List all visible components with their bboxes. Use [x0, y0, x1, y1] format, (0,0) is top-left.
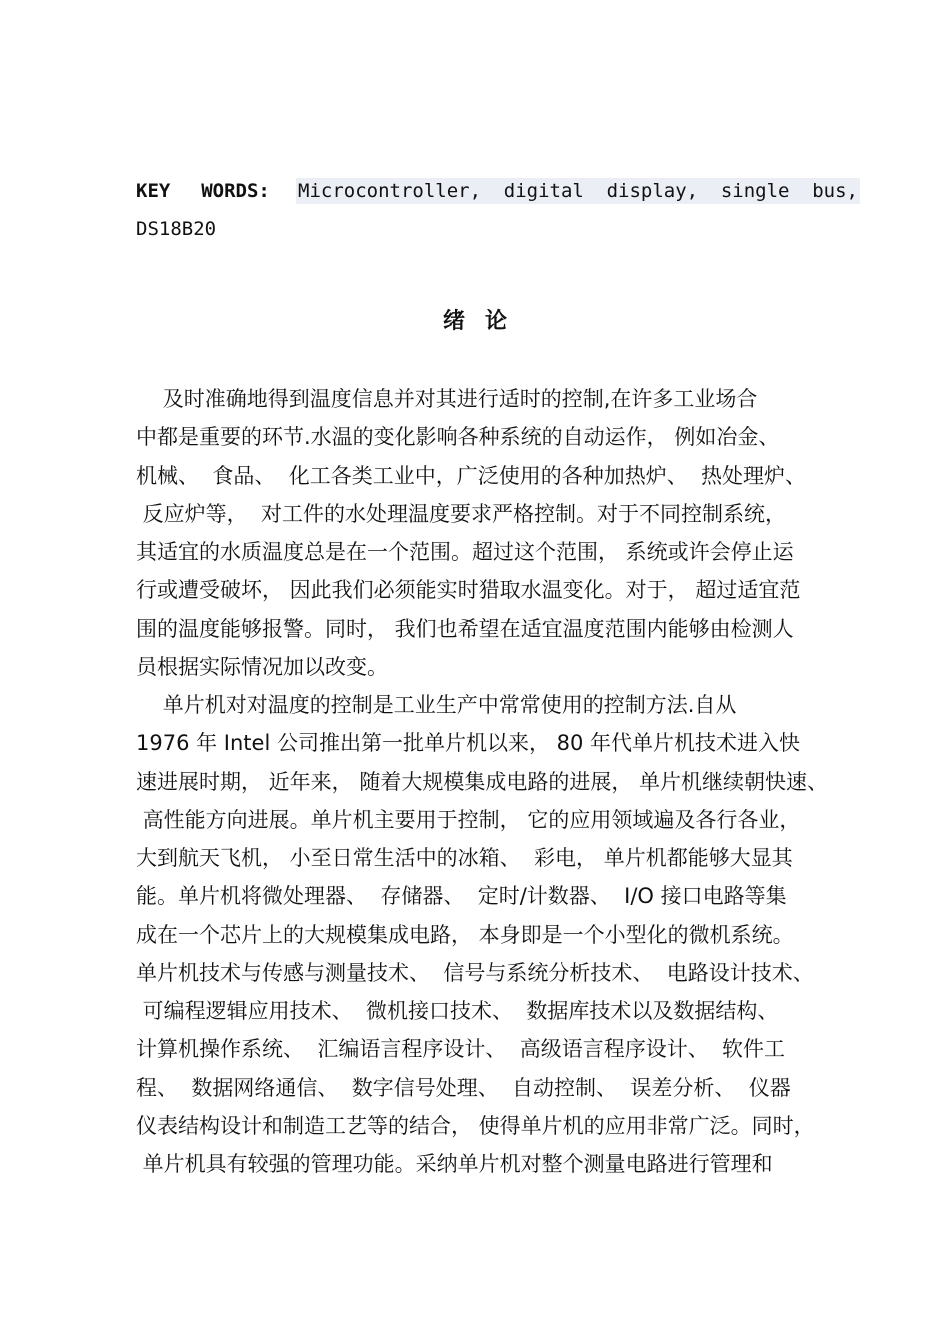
text-line: 能。单片机将微处理器、 存储器、 定时/计数器、 I/O 接口电路等集 — [136, 884, 787, 909]
text-line: 可编程逻辑应用技术、 微机接口技术、 数据库技术以及数据结构、 — [136, 999, 779, 1023]
section-title: 绪论 — [442, 309, 527, 334]
keyword-term: digital — [503, 180, 584, 202]
text-line: 中都是重要的环节.水温的变化影响各种系统的自动运作， 例如冶金、 — [136, 425, 780, 450]
text-line: 单片机技术与传感与测量技术、 信号与系统分析技术、 电路设计技术、 — [136, 960, 814, 985]
text-line: 员根据实际情况加以改变。 — [136, 654, 388, 679]
text-line: 大到航天飞机， 小至日常生活中的冰箱、 彩电， 单片机都能够大显其 — [136, 846, 793, 870]
text-line: 程、 数据网络通信、 数字信号处理、 自动控制、 误差分析、 仪器 — [136, 1075, 791, 1100]
text-line: 1976 年 Intel 公司推出第一批单片机以来， 80 年代单片机技术进入快 — [136, 731, 801, 756]
text-line: 计算机操作系统、 汇编语言程序设计、 高级语言程序设计、 软件工 — [136, 1037, 786, 1062]
text-line: 成在一个芯片上的大规模集成电路， 本身即是一个小型化的微机系统。 — [136, 922, 794, 947]
text-line: 单片机具有较强的管理功能。采纳单片机对整个测量电路进行管理和 — [136, 1152, 773, 1176]
text-line: 围的温度能够报警。同时， 我们也希望在适宜温度范围内能够由检测人 — [136, 616, 794, 641]
text-line: 单片机对对温度的控制是工业生产中常常使用的控制方法.自从 — [136, 693, 737, 717]
keywords-continuation: DS18B20 — [136, 218, 217, 240]
text-line: 反应炉等， 对工件的水处理温度要求严格控制。对于不同控制系统， — [136, 501, 787, 526]
text-line: 高性能方向进展。单片机主要用于控制， 它的应用领域遍及各行各业， — [136, 807, 801, 832]
keywords-label: KEY WORDS: — [136, 180, 270, 202]
keyword-term: display, — [606, 180, 699, 202]
text-line: 行或遭受破坏， 因此我们必须能实时猎取水温变化。对于， 超过适宜范 — [136, 578, 801, 603]
keywords-terms — [296, 178, 860, 204]
text-line: 其适宜的水质温度总是在一个范围。超过这个范围， 系统或许会停止运 — [136, 540, 794, 564]
text-line: 速进展时期， 近年来， 随着大规模集成电路的进展， 单片机继续朝快速、 — [136, 769, 829, 794]
keyword-term: bus, — [812, 180, 858, 202]
keywords-block — [136, 172, 860, 248]
keyword-term: Microcontroller, — [298, 180, 482, 202]
keyword-term: single — [720, 180, 790, 202]
body-text — [136, 380, 870, 1183]
text-line: 及时准确地得到温度信息并对其进行适时的控制,在许多工业场合 — [136, 387, 758, 411]
text-line: 仪表结构设计和制造工艺等的结合， 使得单片机的应用非常广泛。同时， — [136, 1113, 815, 1138]
text-line: 机械、 食品、 化工各类工业中，广泛使用的各种加热炉、 热处理炉、 — [136, 463, 807, 488]
keywords-row — [136, 172, 860, 210]
